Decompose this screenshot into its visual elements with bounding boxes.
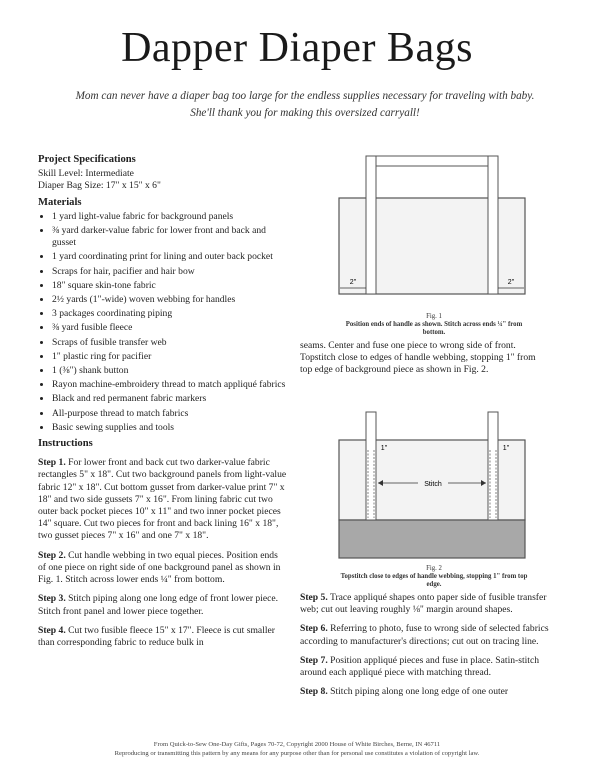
list-item: • All-purpose thread to match fabrics (52, 408, 288, 420)
handle-strap-left (366, 156, 376, 294)
specs-heading: Project Specifications (38, 154, 136, 165)
step-label: Step 5. (300, 592, 328, 603)
dimension-right: 1" (502, 445, 510, 452)
step-label: Step 2. (38, 549, 66, 561)
step-8 (300, 686, 550, 698)
materials-heading: Materials (38, 196, 82, 208)
right-column-top (300, 340, 550, 377)
step-label: Step 6. (300, 623, 328, 635)
step-label: Step 8. (300, 686, 328, 698)
step-label: Step 4. (38, 624, 66, 636)
step-text: Stitch piping along one long edge of one outer (330, 686, 509, 698)
step-label: Step 1. (38, 457, 66, 469)
list-item: • ⅜ yard fusible fleece (52, 322, 288, 334)
list-item: • 1 yard light-value fabric for background panels (52, 211, 288, 223)
list-item: • 1 yard coordinating print for lining and outer back pocket (52, 251, 288, 263)
bag-size: Diaper Bag Size: 17" x 15" x 6" (38, 180, 161, 192)
page-title: Dapper Diaper Bags (121, 25, 473, 71)
step-1 (38, 457, 288, 542)
figure-1-label: Fig. 1 (426, 313, 442, 320)
figure-1-caption: Position ends of handle as shown. Stitch across ends ¼" from bottom. (345, 321, 523, 336)
step-3 (38, 593, 288, 617)
list-item: • 2½ yards (1"-wide) woven webbing for handles (52, 294, 288, 306)
intro-text: Mom can never have a diaper bag too large for the endless supplies necessary for traveling with baby. She'll thank you for making this oversized carryall! (75, 90, 535, 119)
skill-level: Skill Level: Intermediate (38, 168, 134, 180)
step-4-continued: seams. Center and fuse one piece to wrong side of front. Topstitch close to edges of handle webbing, stopping 1" from top edge of background piece as shown in Fig. 2. (300, 340, 536, 376)
figure-1 (338, 148, 530, 337)
figure-2-drawing (338, 410, 530, 560)
figure-1-drawing (338, 148, 530, 308)
list-item: • Scraps for hair, pacifier and hair bow (52, 266, 288, 278)
step-label: Step 3. (38, 593, 66, 605)
instructions-heading: Instructions (38, 438, 93, 450)
list-item: • 3 packages coordinating piping (52, 308, 288, 320)
right-column-bottom (300, 592, 550, 698)
step-text: Cut two fusible fleece 15" x 17". Fleece is cut smaller than corresponding fabric to reduce bulk in (38, 624, 275, 648)
list-item: • Basic sewing supplies and tools (52, 422, 288, 434)
list-item: • 18" square skin-tone fabric (52, 280, 288, 292)
step-6 (300, 623, 550, 647)
handle-strap-right (488, 412, 498, 520)
list-item: • 1" plastic ring for pacifier (52, 351, 288, 363)
lower-panel (339, 520, 525, 558)
step-4 (38, 625, 288, 649)
dimension-right: 2" (507, 279, 515, 286)
list-item: • Rayon machine-embroidery thread to match appliqué fabrics (52, 379, 288, 391)
materials-list (38, 211, 288, 434)
step-label: Step 7. (300, 654, 328, 666)
dimension-left: 2" (349, 279, 357, 286)
handle-strap-left (366, 412, 376, 520)
left-column (38, 150, 288, 649)
step-text: Referring to photo, fuse to wrong side of selected fabrics according to manufacturer's directions; cut out on tracing line. (300, 623, 549, 647)
step-text: Cut handle webbing in two equal pieces. Position ends of one piece on right side of one background panel as shown in Fig. 1. Stitch across lower ends ¼" from bottom. (38, 549, 281, 586)
step-7 (300, 655, 550, 679)
figure-2-label: Fig. 2 (426, 565, 442, 572)
list-item: • Scraps of fusible transfer web (52, 337, 288, 349)
step-text: For lower front and back cut two darker-value fabric rectangles 5" x 18". Cut two background panels from light-value fabric 12" x 18". Cut bottom gusset from darker-value print 7" x 18" and two side gussets 7" x 16". From lining fabric cut two outer back pocket pieces 10" x 11" and two inner pocket pieces 14" square. Cut two pieces for front and back lining 16" x 18", two gusset pieces 7" x 16" and one 7" x 18". (38, 457, 287, 542)
figure-2-caption: Topstitch close to edges of handle webbing, stopping 1" from top edge. (340, 573, 528, 588)
step-5 (300, 592, 550, 616)
step-text: Position appliqué pieces and fuse in place. Satin-stitch around each appliqué piece with matching thread. (300, 654, 540, 679)
list-item: • Black and red permanent fabric markers (52, 393, 288, 405)
footer-copyright: Reproducing or transmitting this pattern by any means for any purpose other than for personal use constitutes a violation of copyright law. (114, 750, 480, 757)
list-item: • 1 (⅜") shank button (52, 365, 288, 377)
footer (0, 740, 594, 758)
figure-2 (338, 410, 530, 589)
handle-strap-right (488, 156, 498, 294)
list-item: • ⅜ yard darker-value fabric for lower front and back and gusset (52, 225, 288, 249)
step-text: Stitch piping along one long edge of front lower piece. Stitch front panel and lower piece together. (38, 593, 279, 617)
step-text: Trace appliqué shapes onto paper side of fusible transfer web; cut out leaving roughly ⅛" margin around shapes. (300, 592, 547, 616)
dimension-left: 1" (380, 445, 388, 452)
stitch-label: Stitch (424, 481, 442, 488)
footer-source: From Quick-to-Sew One-Day Gifts, Pages 70-72, Copyright 2000 House of White Birches, Berne, IN 46711 (153, 741, 441, 748)
step-2 (38, 550, 288, 587)
